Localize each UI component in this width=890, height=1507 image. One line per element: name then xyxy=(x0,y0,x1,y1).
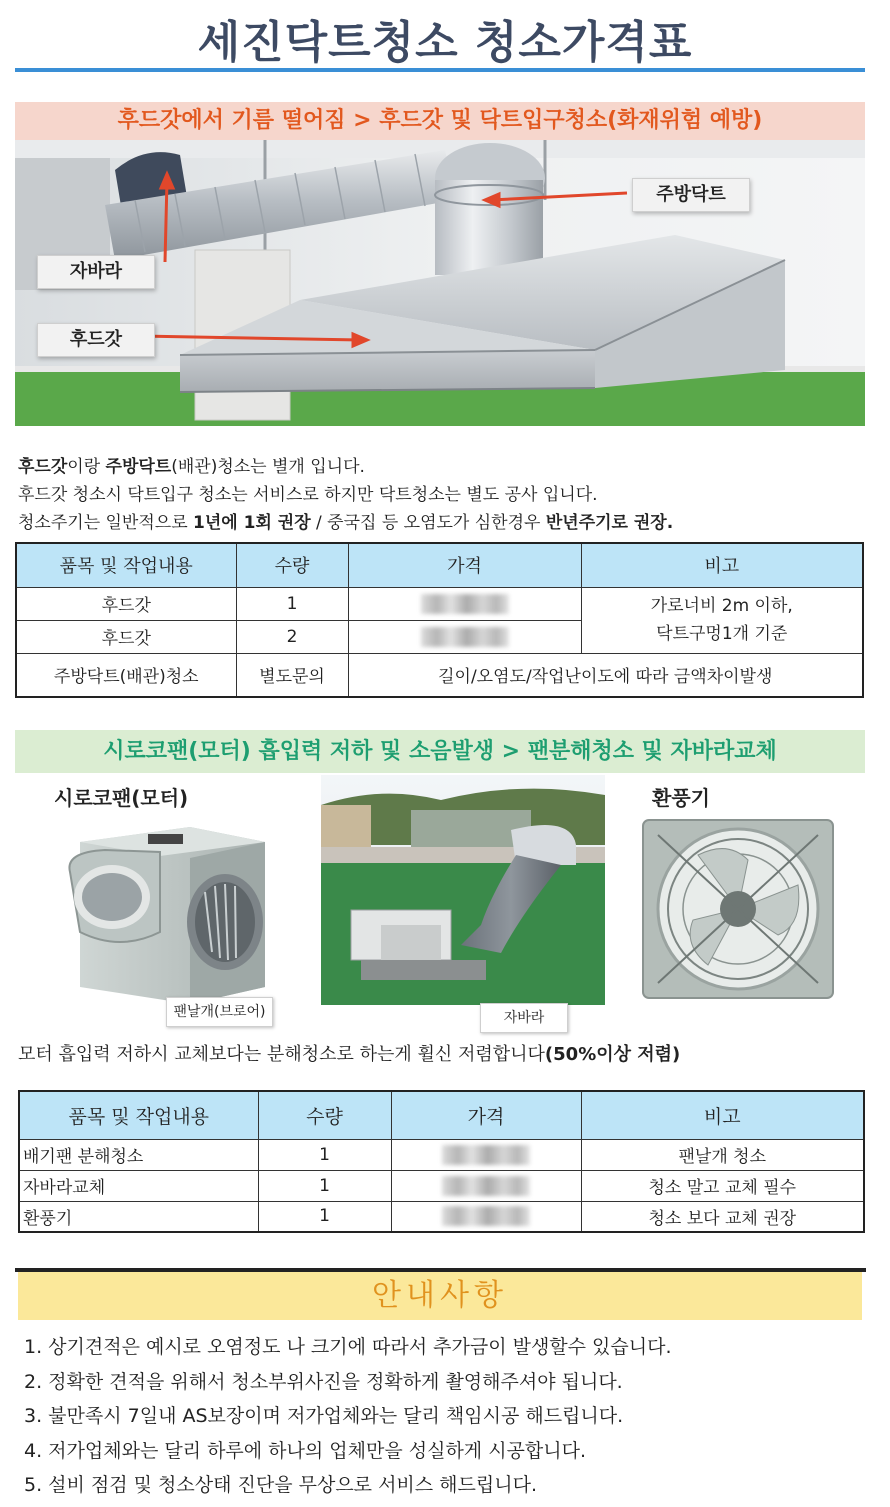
hood-label: 후드갓 xyxy=(37,323,155,357)
desc-text: / 중국집 등 오염도가 심한경우 xyxy=(310,513,546,533)
cell-price-blurred xyxy=(391,1201,581,1232)
hood-price-table xyxy=(15,542,864,698)
cell-qty: 2 xyxy=(236,620,348,653)
hood-duct-photo xyxy=(15,140,865,426)
cell-qty: 1 xyxy=(258,1170,391,1201)
header-qty: 수량 xyxy=(236,543,348,587)
cell-price-blurred xyxy=(391,1170,581,1201)
sirocco-label: 시로코팬(모터) xyxy=(54,786,189,810)
cell-item: 환풍기 xyxy=(19,1201,258,1232)
note-line-2: 닥트구멍1개 기준 xyxy=(656,624,788,644)
notice-title: 안내사항 xyxy=(18,1272,862,1320)
cell-note: 청소 보다 교체 권장 xyxy=(581,1201,864,1232)
description-line-1 xyxy=(18,453,673,481)
header-qty: 수량 xyxy=(258,1091,391,1139)
cell-item: 후드갓 xyxy=(16,587,236,620)
blurred-price xyxy=(442,1176,530,1196)
jabara-tag: 자바라 xyxy=(480,1003,568,1033)
cell-item: 후드갓 xyxy=(16,620,236,653)
cell-note: 팬날개 청소 xyxy=(581,1139,864,1170)
duct-label: 주방닥트 xyxy=(632,178,750,212)
desc-text: 이랑 xyxy=(67,457,106,477)
table-header-row xyxy=(19,1091,864,1139)
section1-description xyxy=(18,453,673,537)
desc-text: (배관)청소는 별개 입니다. xyxy=(171,457,365,477)
header-note: 비고 xyxy=(581,1091,864,1139)
notice-item: 1. 상기견적은 예시로 오염정도 나 크기에 따라서 추가금이 발생할수 있습니다. xyxy=(24,1336,672,1358)
table-row xyxy=(16,653,863,697)
blurred-price xyxy=(442,1145,530,1165)
desc-bold-yearly: 1년에 1회 권장 xyxy=(193,513,311,533)
desc-bold-halfyear: 반년주기로 권장. xyxy=(545,513,674,533)
header-price: 가격 xyxy=(348,543,581,587)
cell-price-blurred xyxy=(391,1139,581,1170)
cell-item: 주방닥트(배관)청소 xyxy=(16,653,236,697)
header-price: 가격 xyxy=(391,1091,581,1139)
table-row xyxy=(16,587,863,620)
blurred-price xyxy=(421,627,509,647)
jabara-label: 자바라 xyxy=(37,255,155,289)
section2-note xyxy=(18,1040,680,1066)
header-item: 품목 및 작업내용 xyxy=(16,543,236,587)
cell-note: 청소 말고 교체 필수 xyxy=(581,1170,864,1201)
cell-qty: 1 xyxy=(258,1201,391,1232)
note-text: 모터 흡입력 저하시 교체보다는 분해청소로 하는게 휠신 저렴합니다 xyxy=(18,1044,545,1065)
cell-price-blurred xyxy=(348,620,581,653)
section2-banner: 시로코팬(모터) 흡입력 저하 및 소음발생 > 팬분해청소 및 자바라교체 xyxy=(15,730,865,773)
blurred-price xyxy=(442,1206,530,1226)
cell-item: 배기팬 분해청소 xyxy=(19,1139,258,1170)
desc-text: 청소주기는 일반적으로 xyxy=(18,513,194,533)
table-row xyxy=(19,1201,864,1232)
desc-bold-hood: 후드갓 xyxy=(18,457,68,477)
cell-qty: 별도문의 xyxy=(236,653,348,697)
fan-price-table xyxy=(18,1090,865,1233)
description-line-2: 후드갓 청소시 닥트입구 청소는 서비스로 하지만 닥트청소는 별도 공사 입니다. xyxy=(18,485,598,505)
description-line-3 xyxy=(18,509,673,537)
table-row xyxy=(19,1170,864,1201)
note-bold: (50%이상 저렴) xyxy=(544,1044,681,1065)
cell-price-note: 길이/오염도/작업난이도에 따라 금액차이발생 xyxy=(348,653,863,697)
cell-price-blurred xyxy=(348,587,581,620)
sirocco-fan-image xyxy=(40,822,285,1007)
page-title: 세진닥트청소 청소가격표 xyxy=(197,17,693,68)
notice-item: 5. 설비 점검 및 청소상태 진단을 무상으로 서비스 해드립니다. xyxy=(24,1474,537,1496)
title-underline xyxy=(15,68,865,72)
cell-qty: 1 xyxy=(258,1139,391,1170)
desc-bold-duct: 주방닥트 xyxy=(105,457,172,477)
fan-label: 환풍기 xyxy=(652,786,710,810)
cell-note-merged xyxy=(581,587,863,653)
notice-item: 4. 저가업체와는 달리 하루에 하나의 업체만을 성실하게 시공합니다. xyxy=(24,1439,587,1462)
table-header-row xyxy=(16,543,863,587)
notice-item: 2. 정확한 견적을 위해서 청소부위사진을 정확하게 촬영해주셔야 됩니다. xyxy=(24,1370,623,1393)
header-item: 품목 및 작업내용 xyxy=(19,1091,258,1139)
cell-item: 자바라교체 xyxy=(19,1170,258,1201)
blurred-price xyxy=(421,594,509,614)
cell-qty: 1 xyxy=(236,587,348,620)
note-line-1: 가로너비 2m 이하, xyxy=(650,596,793,616)
table-row xyxy=(19,1139,864,1170)
blade-tag: 팬날개(브로어) xyxy=(166,997,273,1027)
notice-item: 3. 불만족시 7일내 AS보장이며 저가업체와는 달리 책임시공 해드립니다. xyxy=(24,1405,624,1427)
ventilation-fan-image xyxy=(638,815,843,1005)
notice-list xyxy=(24,1330,672,1503)
header-note: 비고 xyxy=(581,543,863,587)
rooftop-fan-photo xyxy=(321,775,605,1005)
section1-banner: 후드갓에서 기름 떨어짐 > 후드갓 및 닥트입구청소(화재위험 예방) xyxy=(15,102,865,140)
